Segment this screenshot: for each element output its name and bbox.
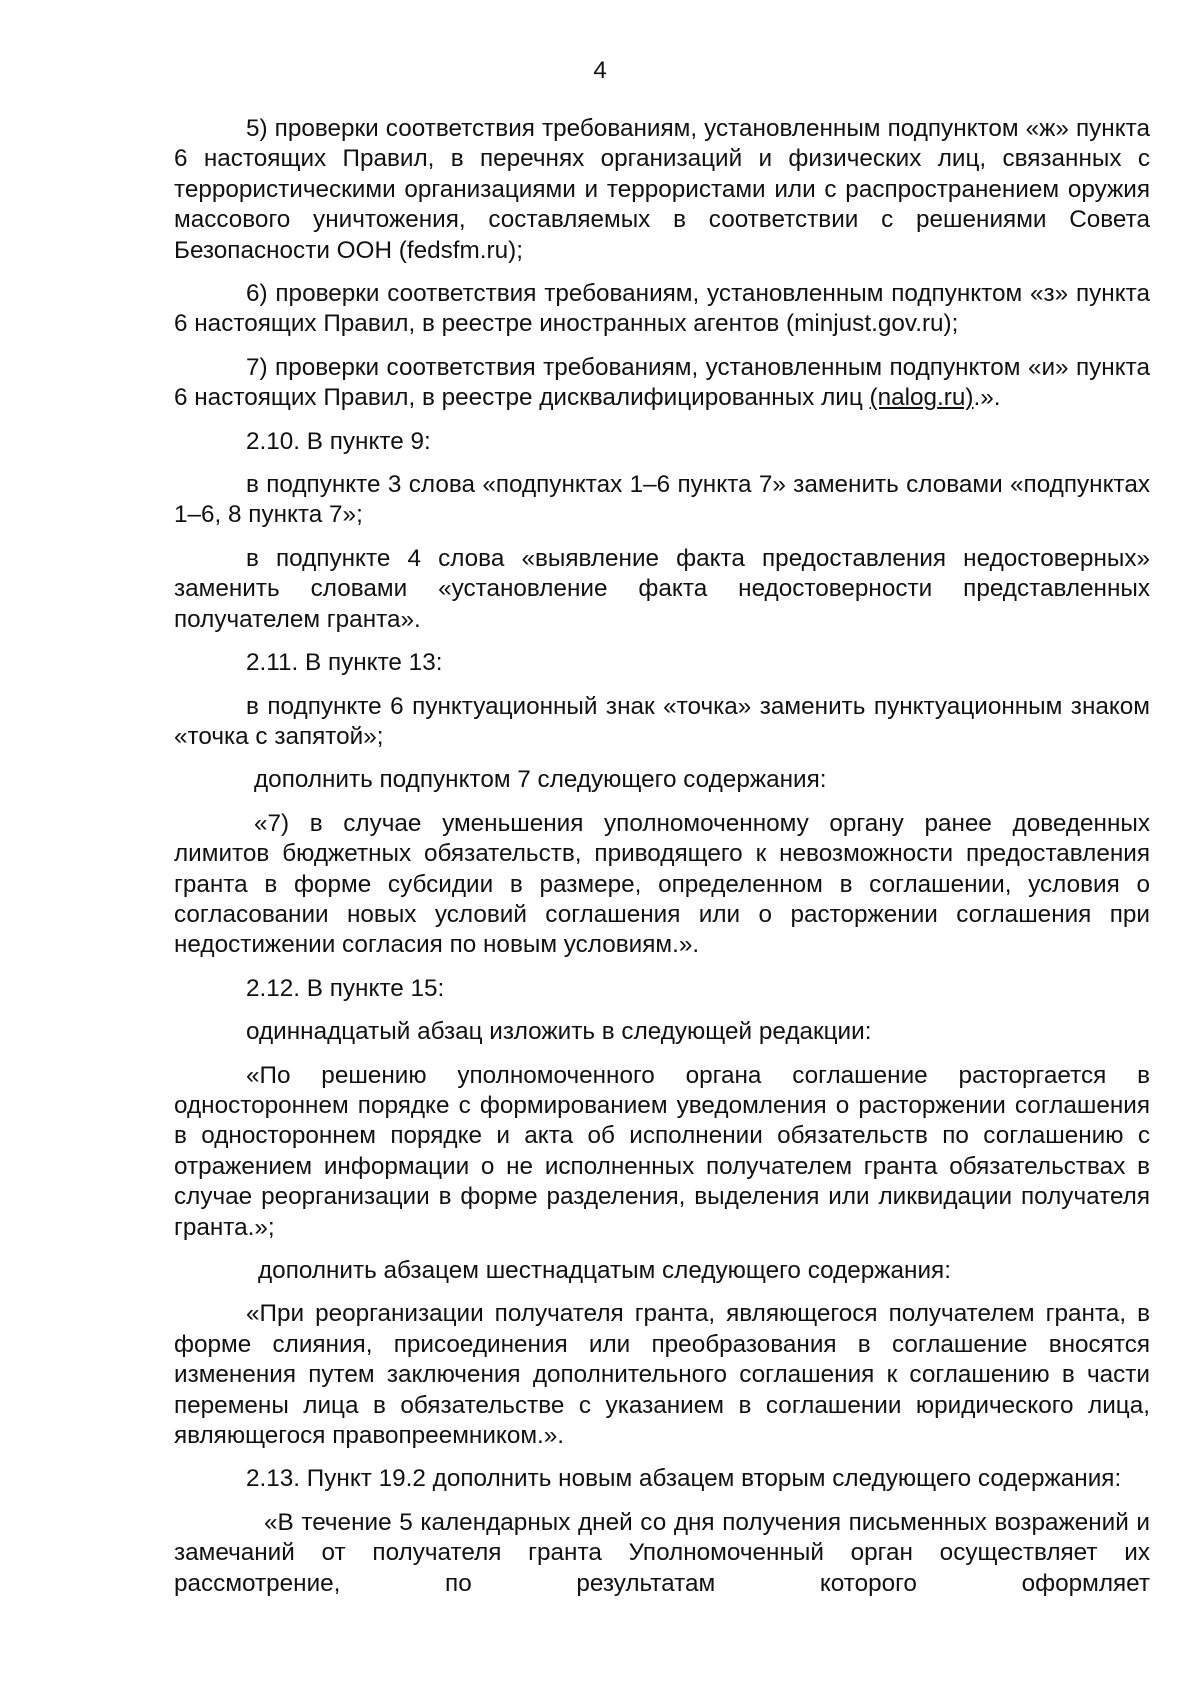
item-7-tail: .». xyxy=(973,384,1001,412)
section-2-13-paragraph-1: 2.13. Пункт 19.2 дополнить новым абзацем вторым следующего содержания: xyxy=(246,1465,1122,1493)
section-2-11-heading: 2.11. В пункте 13: xyxy=(246,649,443,677)
section-2-10-heading: 2.10. В пункте 9: xyxy=(246,427,431,455)
section-2-12-heading: 2.12. В пункте 15: xyxy=(246,974,445,1002)
section-2-12-paragraph-2: «По решению уполномоченного органа соглашение расторгается в одностороннем порядке с формированием уведомления о расторжении соглашения в одностороннем порядке и акта об исполнении обязательств по соглашению с отражением информации о не исполненных получателем гранта обязательствах в случае реорганизации в форме разделения, выделения или ликвидации получателя гранта.»; xyxy=(174,1061,1150,1241)
item-6-paragraph: 6) проверки соответствия требованиям, установленным подпунктом «з» пункта 6 настоящих Правил, в реестре иностранных агентов (minjust.gov.ru); xyxy=(174,280,1150,338)
section-2-11-paragraph-2: дополнить подпунктом 7 следующего содержания: xyxy=(254,766,827,794)
section-2-10-paragraph-1: в подпункте 3 слова «подпунктах 1–6 пункта 7» заменить словами «подпунктах 1–6, 8 пункта 7»; xyxy=(174,471,1150,529)
section-2-11-paragraph-1: в подпункте 6 пунктуационный знак «точка» заменить пунктуационным знаком «точка с запятой»; xyxy=(174,692,1150,750)
item-7-paragraph xyxy=(174,353,1150,414)
page-number: 4 xyxy=(593,57,607,84)
item-5-paragraph: 5) проверки соответствия требованиям, установленным подпунктом «ж» пункта 6 настоящих Правил, в перечнях организаций и физических лиц, связанных с террористическими организациями и террористами или с распространением оружия массового уничтожения, составляемых в соответствии с решениями Совета Безопасности ООН (fedsfm.ru); xyxy=(174,115,1150,264)
section-2-12-paragraph-1: одиннадцатый абзац изложить в следующей редакции: xyxy=(246,1018,872,1046)
section-2-10-paragraph-2: в подпункте 4 слова «выявление факта предоставления недостоверных» заменить словами «установление факта недостоверности представленных получателем гранта». xyxy=(174,544,1150,633)
document-body xyxy=(174,114,1150,1599)
section-2-11-paragraph-3: «7) в случае уменьшения уполномоченному органу ранее доведенных лимитов бюджетных обязательств, приводящего к невозможности предоставления гранта в форме субсидии в размере, определенном в соглашении, условия о согласовании новых условий соглашения или о расторжении соглашения при недостижении согласия по новым условиям.». xyxy=(174,809,1150,959)
section-2-12-paragraph-4: «При реорганизации получателя гранта, являющегося получателем гранта, в форме слияния, присоединения или преобразования в соглашение вносятся изменения путем заключения дополнительного соглашения к соглашению в части перемены лица в обязательстве с указанием в соглашении юридического лица, являющегося правопреемником.». xyxy=(174,1300,1150,1450)
item-7-text: 7) проверки соответствия требованиям, установленным подпунктом «и» пункта 6 настоящих Правил, в реестре дисквалифицированных лиц xyxy=(174,353,1150,412)
section-2-12-paragraph-3: дополнить абзацем шестнадцатым следующего содержания: xyxy=(258,1257,951,1284)
section-2-13-paragraph-2: «В течение 5 календарных дней со дня получения письменных возражений и замечаний от получателя гранта Уполномоченный орган осуществляет их рассмотрение, по результатам которого оформляет xyxy=(174,1508,1150,1597)
nalog-link[interactable]: (nalog.ru) xyxy=(869,384,974,412)
